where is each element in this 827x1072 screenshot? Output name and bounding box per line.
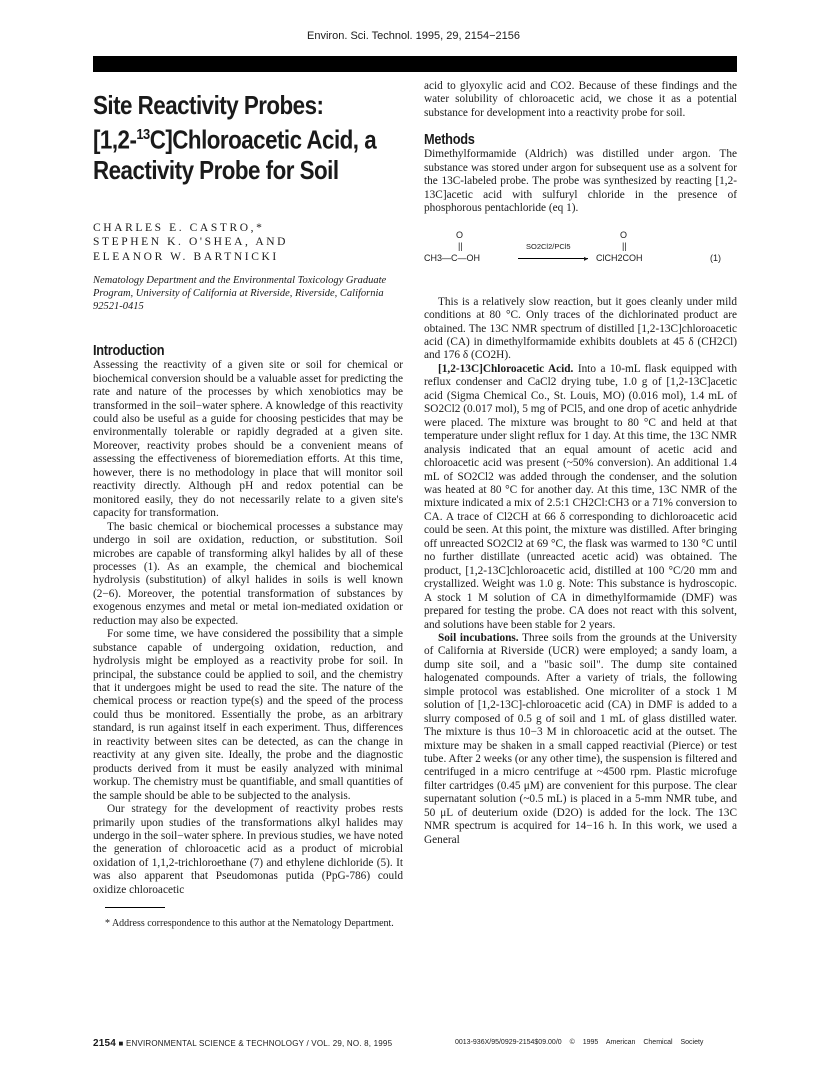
- header-bar: [93, 56, 737, 72]
- reactant: CH3—C—OH: [424, 252, 481, 263]
- intro-paragraph-1: Assessing the reactivity of a given site or soil for chemical or biochemical conversion should be a valuable asset for predicting the rate and nature of the processes by which xenobiotics may be transformed in the soil−water sphere. A knowledge of this reactivity could also be useful as a guide for choosing pesticides that may be environmentally tolerable or rapidly degraded at a given site. Moreover, reactivity probes should be a convenient means of assessing the effectiveness of bioremediation efforts. At this time, however, there is no methodology in place that will monitor soil reactivity directly. Although pH and redox potential can be monitored easily, they do not necessarily relate to a given site's capacity for transformation.: [93, 359, 403, 520]
- article-title: [93, 90, 403, 185]
- reaction-equation: [424, 226, 737, 282]
- methods-paragraph-4: [424, 632, 737, 847]
- equation-number: (1): [710, 252, 721, 263]
- soil-incubations-text: Three soils from the grounds at the University of California at Riverside (UCR) were employed; a sandy loam, a dump site soil, and a "basic soil". The dump site contained halogenated compounds. After a variety of trials, the following simple protocol was established. One microliter of a stock 1 M solution of [1,2-13C]-chloroacetic acid (CA) in DMF is added to a slurry composed of 0.5 g of soil and 1 mL of glass distilled water. The mixture is thus 10−3 M in chloroacetic acid at the outset. The mixture may be shaken in a small capped reactivial (Pierce) or test tube. After 2 weeks (or any other time), the suspension is filtered and centrifuged in a micro centrifuge at ~4500 rpm. Plastic microfuge filter cartridges (0.45 μM) are convenient for this purpose. The clear supernatant solution (~0.5 mL) is placed in a 5-mm NMR tube, and 50 μL of deuterium oxide (D2O) is added for the lock. The 13C NMR spectrum is acquired for 14−16 h. In this work, we used a General: [424, 631, 737, 846]
- right-column: [424, 80, 737, 847]
- copyright: © 1995 American Chemical Society: [569, 1039, 704, 1046]
- intro-paragraph-4: Our strategy for the development of reactivity probes rests primarily upon studies of the transformations alkyl halides may undergo in the soil−water sphere. In previous studies, we have noted the generation of chloroacetic acid as a product of microbial oxidation of 1,1,2-trichloroethane (7) and ethylene dichloride (5). It was also apparent that Pseudomonas putida (PpG-786) could oxidize chloroacetic: [93, 803, 403, 896]
- title-line-1: Site Reactivity Probes:: [93, 90, 324, 120]
- carbonyl-o-1: O: [456, 229, 464, 240]
- intro-continuation: acid to glyoxylic acid and CO2. Because of these findings and the water solubility of chloroacetic acid, we chose it as a potential substance for development into a reactivity probe for soil.: [424, 80, 737, 119]
- carbonyl-o-2: O: [620, 229, 628, 240]
- reagent-label: SO2Cl2/PCl5: [526, 241, 571, 251]
- page-number: 2154: [93, 1038, 117, 1049]
- soil-incubations-heading: Soil incubations.: [438, 631, 519, 644]
- journal-footer: ENVIRONMENTAL SCIENCE & TECHNOLOGY / VOL. 29, NO. 8, 1995: [125, 1039, 393, 1048]
- methods-paragraph-1: Dimethylformamide (Aldrich) was distilled under argon. The substance was stored under argon for subsequent use as a solvent for the 13C-labeled probe. The probe was synthesized by reacting [1,2-13C]acetic acid with sulfuryl chloride in the presence of phosphorous pentachloride (eq 1).: [424, 148, 737, 215]
- intro-paragraph-3: For some time, we have considered the possibility that a simple substance capable of undergoing oxidation, reduction, and hydrolysis might be employed as a reactivity probe for soil. In principal, the substance could be applied to soil, and the chemistry that it undergoes might be used to read the site. The nature of the chemical process or reaction type(s) and the speed of the process could thus be monitored. Essentially the probe, as an arbitrary standard, is run against itself in each experiment. Thus, differences in reactivity between sites can be detected, as can the change in reactivity at any given site. Ideally, the probe and the diagnostic products derived from it must be easily analyzed with minimal workup. The chemistry must be quantifiable, and small quantities of the sample should be able to be subjected to the analysis.: [93, 628, 403, 802]
- double-bond-1: ||: [458, 240, 463, 251]
- methods-paragraph-3: [424, 363, 737, 632]
- author-3: ELEANOR W. BARTNICKI: [93, 250, 279, 263]
- running-head: Environ. Sci. Technol. 1995, 29, 2154−2156: [307, 30, 520, 42]
- synthesis-run-in-heading: [1,2-13C]Chloroacetic Acid.: [438, 362, 574, 375]
- title-line-2b: C]Chloroacetic Acid, a: [149, 124, 377, 155]
- arrow-head: ▸: [584, 253, 589, 263]
- author-list: [93, 221, 403, 265]
- page-footer-right: [455, 1039, 703, 1046]
- methods-heading: Methods: [424, 132, 475, 149]
- affiliation: Nematology Department and the Environmental Toxicology Graduate Program, University of California at Riverside, Riverside, California 92521-0415: [93, 275, 387, 313]
- title-superscript: 13: [136, 126, 150, 143]
- double-bond-2: ||: [622, 240, 627, 251]
- reaction-arrow: [518, 258, 588, 259]
- article-code: 0013-936X/95/0929-2154$09.00/0: [455, 1039, 562, 1046]
- left-column: [93, 80, 403, 940]
- methods-paragraph-2: This is a relatively slow reaction, but it goes cleanly under mild conditions at 80 °C. Only traces of the dichlorinated product are obtained. The 13C NMR spectrum of distilled [1,2-13C]chloroacetic acid (CA) in dimethylformamide exhibits doublets at 45 δ (CH2Cl) and 176 δ (CO2H).: [424, 295, 737, 362]
- author-2: STEPHEN K. O'SHEA, AND: [93, 236, 289, 249]
- introduction-heading: Introduction: [93, 343, 165, 360]
- synthesis-text: Into a 10-mL flask equipped with reflux condenser and CaCl2 drying tube, 1.0 g of [1,2-13C]acetic acid (Sigma Chemical Co., St. Louis, MO) (0.016 mol), 1.4 mL of SO2Cl2 (0.017 mol), 5 mg of PCl5, and one drop of acetic anhydride were placed. The mixture was brought to 80 °C and held at that temperature under slight reflux for 1 day. At this time, the 13C NMR analysis indicated that an equal amount of acetic acid and chloroacetic acid was present (~50% conversion). An additional 1.4 mL of SO2Cl2 was added through the condenser, and the solution was heated at 80 °C for another day. At this time, 13C NMR of the mixture indicated a mix of 2.5:1 CH2Cl:CH3 or a 71% conversion to CA. A trace of Cl2CH at 66 δ corresponding to dichloroacetic acid could be seen. At this point, the mixture was distilled. After bringing off unreacted SO2Cl2 at 69 °C, the flask was warmed to 130 °C until no further distillate (unreacted acetic acid) was obtained. The product, [1,2-13C]chloroacetic acid, distilled at 100 °C/20 mm and crystallized. Weight was 1.0 g. Note: This substance is hydroscopic. A stock 1 M solution of CA in dimethylformamide (DMF) was prepared for testing the probe. CA does not react with this solvent, and solutions have been stable for 2 years.: [424, 362, 737, 631]
- page-footer-left: 2154 ■ ENVIRONMENTAL SCIENCE & TECHNOLOGY / VOL. 29, NO. 8, 1995: [93, 1038, 393, 1049]
- author-1: CHARLES E. CASTRO,*: [93, 221, 265, 234]
- title-line-2a: [1,2-: [93, 124, 137, 155]
- footnote-rule: [105, 907, 165, 908]
- intro-paragraph-2: The basic chemical or biochemical processes a substance may undergo in soil are oxidation, reduction, or substitution. Soil microbes are capable of transforming alkyl halides by all of these processes (1). As an example, the chemical and biochemical hydrolysis (substitution) of alkyl halides in soils is well known (2−6). Moreover, the potential transformation of substances by exogenous enzymes and metal or metal ion-mediated oxidation or reduction may also be expected.: [93, 520, 403, 627]
- correspondence-footnote: * Address correspondence to this author at the Nematology Department.: [105, 918, 394, 930]
- title-line-3: Reactivity Probe for Soil: [93, 154, 339, 185]
- product: ClCH2COH: [596, 252, 643, 263]
